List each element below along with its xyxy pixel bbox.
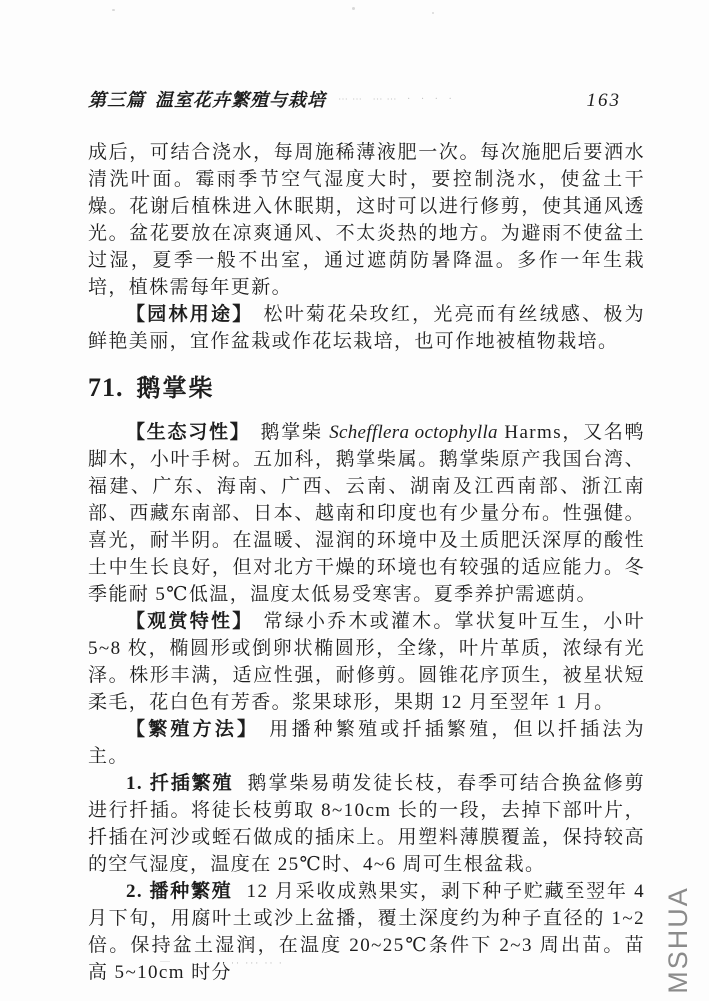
scan-speck <box>432 12 434 14</box>
garden-use-paragraph <box>88 301 645 355</box>
watermark-text: MSHUA <box>663 886 693 994</box>
scan-speck <box>160 961 170 962</box>
ecology-paragraph <box>88 419 645 608</box>
continued-paragraph: 成后，可结合浇水，每周施稀薄液肥一次。每次施肥后要洒水清洗叶面。霉雨季节空气湿度大时，要控制浇水，使盆土干燥。花谢后植株进入休眠期，这时可以进行修剪，使其通风透光。盆花要放在凉爽通风、不太炎热的地方。为避雨不使盆土过湿，夏季一般不出室，通过遮荫防暑降温。多作一年生栽培，植株需每年更新。 <box>88 142 645 298</box>
ornamental-label: 【观赏特性】 <box>126 611 254 632</box>
ornamental-text: 常绿小乔木或灌木。掌状复叶互生，小叶 5~8 枚，椭圆形或倒卵状椭圆形，全缘，叶片革质，浓绿有光泽。株形丰满，适应性强，耐修剪。圆锥花序顶生，被星状短柔毛，花白色有芳香。浆果球形，果期 12 月至翌年 1 月。 <box>88 611 646 713</box>
propagation-label: 【繁殖方法】 <box>126 719 260 740</box>
method-seeding-text: 12 月采收成熟果实，剥下种子贮藏至翌年 4 月下旬，用腐叶土或沙上盆播，覆土深度约为种子直径的 1~2 倍。保持盆土湿润，在温度 20~25℃条件下 2~3 周出苗。苗高 5~10cm 时分 <box>88 881 645 983</box>
header-dot-leader: ⋯⋯ ⋯⋯ · · · · <box>338 94 456 105</box>
method-cutting-paragraph <box>88 770 645 878</box>
header-section-label: 第三篇 <box>88 90 145 110</box>
ornamental-paragraph <box>88 608 645 716</box>
header-book-title: 温室花卉繁殖与栽培 <box>155 90 326 110</box>
method-seeding-label: 2. 播种繁殖 <box>126 881 233 902</box>
page-header <box>88 86 645 112</box>
page-number: 163 <box>586 90 621 111</box>
ecology-label: 【生态习性】 <box>126 422 251 443</box>
garden-use-label: 【园林用途】 <box>126 304 254 325</box>
garden-use-text: 松叶菊花朵玫红，光亮而有丝绒感、极为鲜艳美丽，宜作盆栽或作花坛栽培，也可作地被植物栽培。 <box>88 304 646 352</box>
propagation-text: 用播种繁殖或扦插繁殖，但以扦插法为主。 <box>88 719 645 767</box>
scan-smudge: ·· ··· ·· · <box>231 958 284 968</box>
method-cutting-label: 1. 扦插繁殖 <box>126 773 234 794</box>
section-heading <box>88 371 645 406</box>
method-cutting-text: 鹅掌柴易萌发徒长枝，春季可结合换盆修剪进行扦插。将徒长枝剪取 8~10cm 长的一段，去掉下部叶片，扦插在河沙或蛭石做成的插床上。用塑料薄膜覆盖，保持较高的空气湿度，温度在 25℃时、4~6 周可生根盆栽。 <box>88 773 645 875</box>
method-seeding-paragraph <box>88 878 645 986</box>
section-title: 鹅掌柴 <box>136 375 215 402</box>
propagation-paragraph <box>88 716 645 770</box>
body-text-block <box>88 139 645 986</box>
scan-speck <box>352 7 355 10</box>
scan-speck <box>112 9 115 11</box>
ecology-text: 鹅掌柴 Schefflera octophylla Harms，又名鸭脚木，小叶手树。五加科，鹅掌柴属。鹅掌柴原产我国台湾、福建、广东、海南、广西、云南、湖南及江西南部、浙江南部、西藏东南部、日本、越南和印度也有少量分布。性强健。喜光，耐半阴。在温暖、湿润的环境中及土质肥沃深厚的酸性土中生长良好，但对北方干燥的环境也有较强的适应能力。冬季能耐 5℃低温，温度太低易受寒害。夏季养护需遮荫。 <box>88 422 645 605</box>
section-number: 71. <box>88 373 124 402</box>
header-title <box>88 86 326 112</box>
